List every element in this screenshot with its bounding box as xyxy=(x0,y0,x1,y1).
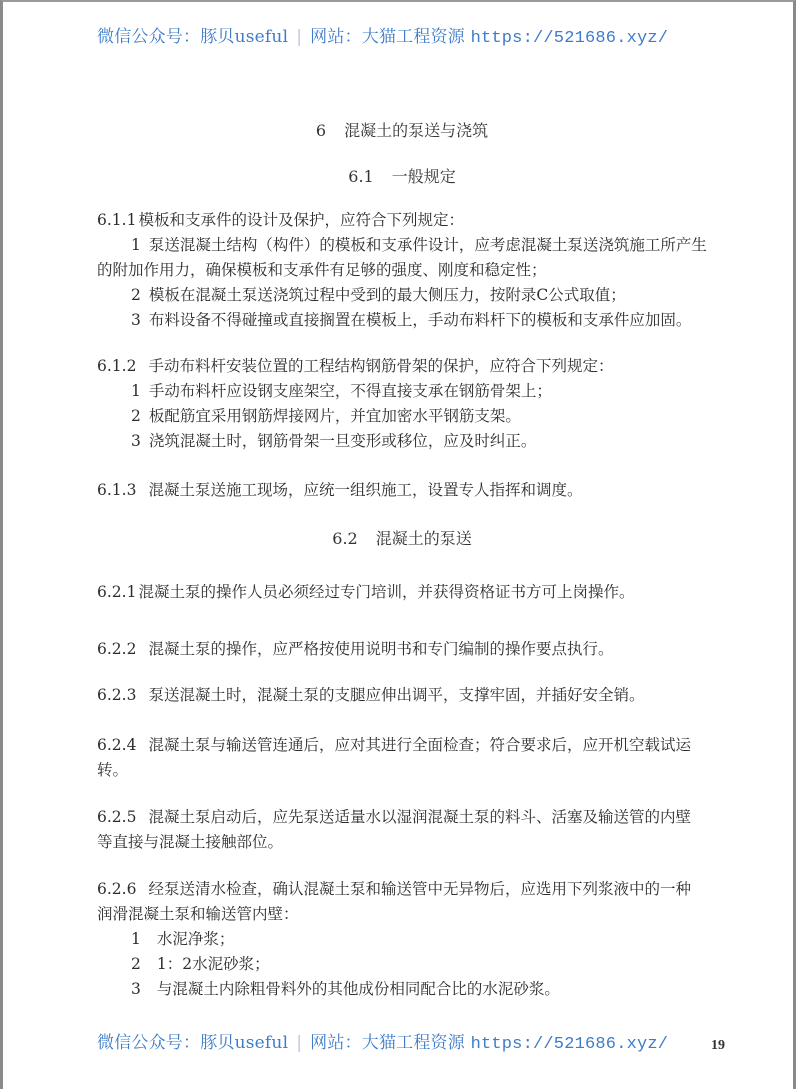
section-title: 混凝土的泵送 xyxy=(375,529,472,548)
clause-number: 6.2.5 xyxy=(97,808,137,826)
clause-6-2-5 xyxy=(97,805,707,830)
clause-6-2-3 xyxy=(97,683,707,708)
clause-text-cont: 转。 xyxy=(97,761,129,779)
clause-number: 6.1.1 xyxy=(97,211,137,229)
clause-number: 6.2.6 xyxy=(97,880,137,898)
clause-text: 泵送混凝土时，混凝土泵的支腿应伸出调平，支撑牢固，并插好安全销。 xyxy=(148,686,645,704)
clause-number: 6.2.2 xyxy=(97,640,137,658)
section-number: 6.1 xyxy=(348,167,374,186)
clause-6-2-2 xyxy=(97,637,707,662)
clause-text: 混凝土泵启动后，应先泵送适量水以湿润混凝土泵的料斗、活塞及输送管的内壁 xyxy=(148,808,691,826)
item-text: 泵送混凝土结构（构件）的模板和支承件设计，应考虑混凝土泵送浇筑施工所产生 xyxy=(148,236,707,254)
clause-number: 6.1.3 xyxy=(97,481,137,499)
list-item xyxy=(97,308,707,333)
clause-6-2-4 xyxy=(97,733,707,758)
item-text: 板配筋宜采用钢筋焊接网片，并宜加密水平钢筋支架。 xyxy=(148,407,521,425)
item-text-cont: 的附加作用力，确保模板和支承件有足够的强度、刚度和稳定性； xyxy=(97,261,547,279)
list-item xyxy=(97,379,707,404)
list-item xyxy=(97,952,707,977)
clause-text: 经泵送清水检查，确认混凝土泵和输送管中无异物后，应选用下列浆液中的一种 xyxy=(148,880,691,898)
watermark-header xyxy=(97,22,668,48)
page-number: 19 xyxy=(711,1038,725,1053)
item-number: 3 xyxy=(131,311,141,329)
clause-number: 6.1.2 xyxy=(97,357,137,375)
chapter-heading xyxy=(97,118,707,141)
watermark-separator: | xyxy=(296,27,303,47)
watermark-url[interactable]: https://521686.xyz/ xyxy=(470,1035,669,1054)
watermark-separator: | xyxy=(296,1033,303,1053)
clause-6-2-1 xyxy=(97,580,707,605)
watermark-wechat: 微信公众号：豚贝useful xyxy=(97,1033,289,1053)
watermark-wechat: 微信公众号：豚贝useful xyxy=(97,27,289,47)
clause-number: 6.2.3 xyxy=(97,686,137,704)
item-number: 2 xyxy=(131,955,141,973)
clause-continuation xyxy=(97,902,707,927)
section-number: 6.2 xyxy=(332,529,358,548)
section-title: 一般规定 xyxy=(391,167,456,186)
clause-6-1-2 xyxy=(97,354,707,379)
clause-text: 混凝土泵送施工现场，应统一组织施工，设置专人指挥和调度。 xyxy=(148,481,583,499)
item-text: 水泥净浆； xyxy=(156,930,235,948)
item-number: 3 xyxy=(131,432,141,450)
item-text: 与混凝土内除粗骨料外的其他成份相同配合比的水泥砂浆。 xyxy=(156,980,560,998)
item-text: 1：2水泥砂浆； xyxy=(156,955,270,973)
clause-text: 混凝土泵的操作人员必须经过专门培训，并获得资格证书方可上岗操作。 xyxy=(138,583,635,601)
clause-text: 手动布料杆安装位置的工程结构钢筋骨架的保护，应符合下列规定： xyxy=(148,357,614,375)
list-item xyxy=(97,429,707,454)
clause-continuation xyxy=(97,758,707,783)
chapter-title: 混凝土的泵送与浇筑 xyxy=(344,121,489,140)
clause-text: 混凝土泵与输送管连通后，应对其进行全面检查；符合要求后，应开机空载试运 xyxy=(148,736,691,754)
item-number: 3 xyxy=(131,980,141,998)
item-number: 2 xyxy=(131,407,141,425)
watermark-site: 网站：大猫工程资源 xyxy=(310,27,465,47)
list-item-continuation xyxy=(97,258,707,283)
list-item xyxy=(97,927,707,952)
watermark-url[interactable]: https://521686.xyz/ xyxy=(470,29,669,48)
item-number: 2 xyxy=(131,286,141,304)
clause-6-2-6 xyxy=(97,877,707,902)
item-text: 浇筑混凝土时，钢筋骨架一旦变形或移位，应及时纠正。 xyxy=(148,432,537,450)
section-heading-6-1 xyxy=(97,164,707,187)
clause-text: 混凝土泵的操作，应严格按使用说明书和专门编制的操作要点执行。 xyxy=(148,640,614,658)
chapter-number: 6 xyxy=(315,121,327,140)
clause-continuation xyxy=(97,830,707,855)
item-text: 布料设备不得碰撞或直接搁置在模板上，手动布料杆下的模板和支承件应加固。 xyxy=(148,311,692,329)
list-item xyxy=(97,233,707,258)
section-heading-6-2 xyxy=(97,526,707,549)
item-text: 模板在混凝土泵送浇筑过程中受到的最大侧压力，按附录C公式取值； xyxy=(148,286,626,304)
clause-text: 模板和支承件的设计及保护，应符合下列规定： xyxy=(138,211,464,229)
clause-number: 6.2.4 xyxy=(97,736,137,754)
item-text: 手动布料杆应设钢支座架空，不得直接支承在钢筋骨架上； xyxy=(148,382,552,400)
item-number: 1 xyxy=(131,236,141,254)
item-number: 1 xyxy=(131,382,141,400)
clause-text-cont: 润滑混凝土泵和输送管内壁： xyxy=(97,905,299,923)
clause-6-1-1 xyxy=(97,208,707,233)
clause-text-cont: 等直接与混凝土接触部位。 xyxy=(97,833,284,851)
watermark-site: 网站：大猫工程资源 xyxy=(310,1033,465,1053)
item-number: 1 xyxy=(131,930,141,948)
list-item xyxy=(97,977,707,1002)
watermark-footer xyxy=(97,1028,668,1054)
clause-number: 6.2.1 xyxy=(97,583,137,601)
clause-6-1-3 xyxy=(97,478,707,503)
list-item xyxy=(97,283,707,308)
list-item xyxy=(97,404,707,429)
